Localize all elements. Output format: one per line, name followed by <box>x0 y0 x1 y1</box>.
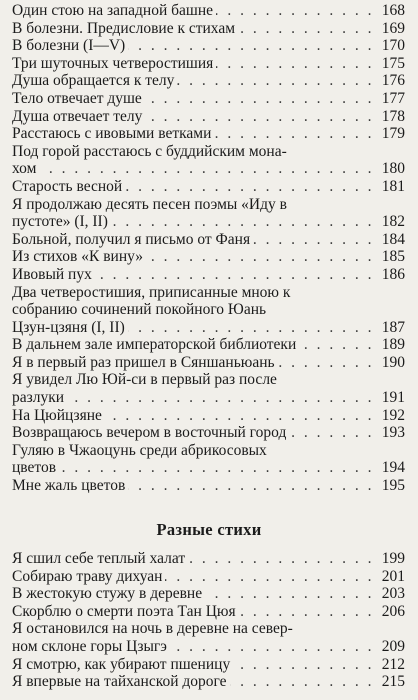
toc-entry-page-number: 203 <box>374 585 405 603</box>
toc-entry-title: Ивовый пух <box>12 266 95 284</box>
toc-entry-title: Старость весной <box>12 178 125 196</box>
toc-entry-title-line: пустоте» (I, II) <box>12 213 111 231</box>
leader-dots <box>39 160 374 178</box>
toc-entry-page-number: 184 <box>374 231 405 249</box>
leader-dots <box>216 2 374 20</box>
leader-dots <box>170 638 374 656</box>
toc-entry-title: На Цюйцзяне <box>12 407 105 425</box>
section-heading: Разные стихи <box>156 520 262 539</box>
toc-entry <box>12 55 405 73</box>
toc-entry-last-line <box>12 638 405 656</box>
toc-entry <box>12 178 405 196</box>
leader-dots <box>238 20 374 38</box>
toc-entry-page-number: 191 <box>374 389 405 407</box>
leader-dots <box>145 108 374 126</box>
leader-dots <box>214 125 374 143</box>
leader-dots <box>278 354 374 372</box>
toc-entry <box>12 143 405 178</box>
toc-entry-page-number: 169 <box>374 20 405 38</box>
leader-dots <box>205 585 374 603</box>
toc-entry <box>12 603 405 621</box>
leader-dots <box>233 656 374 674</box>
leader-dots <box>216 55 374 73</box>
toc-entry-page-number: 182 <box>374 213 405 231</box>
toc-entry <box>12 656 405 674</box>
leader-dots <box>145 90 374 108</box>
toc-entry-title: Из стихов «К вину» <box>12 248 146 266</box>
leader-dots <box>67 389 374 407</box>
toc-entry-title: Я в первый раз пришел в Сяншаньюань <box>12 354 278 372</box>
toc-entry-page-number: 199 <box>374 550 405 568</box>
toc-entry-page-number: 209 <box>374 638 405 656</box>
toc-entry-last-line <box>12 160 405 178</box>
toc-entry <box>12 37 405 55</box>
leader-dots <box>165 568 374 586</box>
toc-entry-page-number: 215 <box>374 673 405 691</box>
toc-entry <box>12 477 405 495</box>
leader-dots <box>177 72 374 90</box>
toc-entry-page-number: 201 <box>374 568 405 586</box>
leader-dots <box>239 603 374 621</box>
toc-entry <box>12 585 405 603</box>
toc-entry-page-number: 176 <box>374 72 405 90</box>
toc-entry-page-number: 177 <box>374 90 405 108</box>
toc-entry-title: Собираю траву дихуан <box>12 568 165 586</box>
toc-list-misc-poems <box>0 550 418 691</box>
toc-entry-title: Скорблю о смерти поэта Тан Цюя <box>12 603 239 621</box>
leader-dots <box>299 336 374 354</box>
leader-dots <box>59 459 374 477</box>
toc-entry-page-number: 175 <box>374 55 405 73</box>
toc-entry <box>12 620 405 655</box>
leader-dots <box>95 266 374 284</box>
toc-entry-title-line: Цзун-цзяня (I, II) <box>12 319 128 337</box>
toc-entry-page-number: 206 <box>374 603 405 621</box>
toc-entry <box>12 196 405 231</box>
toc-entry <box>12 108 405 126</box>
toc-entry-page-number: 195 <box>374 477 405 495</box>
toc-entry-title-line: Я остановился на ночь в деревне на север- <box>12 620 293 638</box>
toc-entry <box>12 673 405 691</box>
toc-entry-title: В дальнем зале императорской библиотеки <box>12 336 299 354</box>
toc-entry-last-line <box>12 319 405 337</box>
toc-entry <box>12 442 405 477</box>
leader-dots <box>253 231 374 249</box>
leader-dots <box>128 37 374 55</box>
toc-entry <box>12 550 405 568</box>
leader-dots <box>230 673 374 691</box>
toc-entry-title-line: Я продолжаю десять песен поэмы «Иду в <box>12 195 287 213</box>
toc-entry <box>12 72 405 90</box>
leader-dots <box>146 248 374 266</box>
toc-entry <box>12 284 405 337</box>
toc-entry <box>12 20 405 38</box>
toc-entry-page-number: 194 <box>374 459 405 477</box>
toc-entry <box>12 248 405 266</box>
toc-entry-title: Тело отвечает душе <box>12 90 145 108</box>
toc-entry-page-number: 187 <box>374 319 405 337</box>
toc-entry-page-number: 170 <box>374 37 405 55</box>
toc-entry <box>12 371 405 406</box>
toc-entry-title: Один стою на западной башне <box>12 2 216 20</box>
toc-entry-title-line: Гуляю в Чжаоцунь среди абрикосовых <box>12 441 267 459</box>
leader-dots <box>105 407 374 425</box>
toc-entry-title-line: Два четверостишия, приписанные мною к <box>12 283 291 301</box>
toc-entry-title-line: собранию сочинений покойного Юань <box>12 301 267 319</box>
toc-entry-title-line: цветов <box>12 459 59 477</box>
toc-entry-last-line <box>12 389 405 407</box>
toc-entry-page-number: 212 <box>374 656 405 674</box>
toc-entry-last-line <box>12 459 405 477</box>
toc-entry-title: В болезни. Предисловие к стихам <box>12 20 238 38</box>
toc-entry-page-number: 192 <box>374 407 405 425</box>
toc-entry <box>12 125 405 143</box>
toc-entry-title: Я впервые на тайханской дороге <box>12 673 230 691</box>
toc-entry-page-number: 193 <box>374 424 405 442</box>
toc-entry-page-number: 189 <box>374 336 405 354</box>
toc-entry-page-number: 179 <box>374 125 405 143</box>
toc-entry <box>12 336 405 354</box>
toc-entry-page-number: 190 <box>374 354 405 372</box>
leader-dots <box>188 550 374 568</box>
toc-entry-page-number: 181 <box>374 178 405 196</box>
toc-entry-title-line: ном склоне горы Цзыгэ <box>12 638 170 656</box>
toc-entry <box>12 2 405 20</box>
toc-entry-title-line: Я увидел Лю Юй-си в первый раз после <box>12 371 277 389</box>
toc-entry-title: Больной, получил я письмо от Фаня <box>12 231 253 249</box>
toc-entry-page-number: 186 <box>374 266 405 284</box>
toc-entry-page-number: 185 <box>374 248 405 266</box>
toc-entry <box>12 568 405 586</box>
toc-entry-title: Расстаюсь с ивовыми ветками <box>12 125 214 143</box>
toc-entry-title: В болезни (I—V) <box>12 37 128 55</box>
leader-dots <box>289 424 374 442</box>
toc-entry-title-line: Под горой расстаюсь с буддийским мона- <box>12 142 287 160</box>
leader-dots <box>128 477 374 495</box>
toc-entry-last-line <box>12 213 405 231</box>
toc-entry <box>12 354 405 372</box>
toc-list-main <box>0 2 418 495</box>
toc-entry <box>12 266 405 284</box>
leader-dots <box>125 178 374 196</box>
toc-entry-title: Душа отвечает телу <box>12 108 145 126</box>
leader-dots <box>128 319 374 337</box>
toc-entry-title: Я сшил себе теплый халат <box>12 550 188 568</box>
toc-entry <box>12 231 405 249</box>
toc-entry-title: Мне жаль цветов <box>12 477 128 495</box>
toc-entry-title: В жестокую стужу в деревне <box>12 585 205 603</box>
leader-dots <box>111 213 374 231</box>
toc-entry <box>12 424 405 442</box>
toc-entry-page-number: 168 <box>374 2 405 20</box>
toc-entry <box>12 407 405 425</box>
toc-entry-page-number: 180 <box>374 160 405 178</box>
toc-entry-title: Возвращаюсь вечером в восточный город <box>12 424 289 442</box>
toc-entry-title: Душа обращается к телу <box>12 72 177 90</box>
toc-entry-title-line: разлуки <box>12 389 67 407</box>
toc-entry <box>12 90 405 108</box>
toc-entry-title-line: хом <box>12 160 39 178</box>
toc-entry-page-number: 178 <box>374 108 405 126</box>
toc-entry-title: Три шуточных четверостишия <box>12 55 216 73</box>
toc-entry-title: Я смотрю, как убирают пшеницу <box>12 656 233 674</box>
